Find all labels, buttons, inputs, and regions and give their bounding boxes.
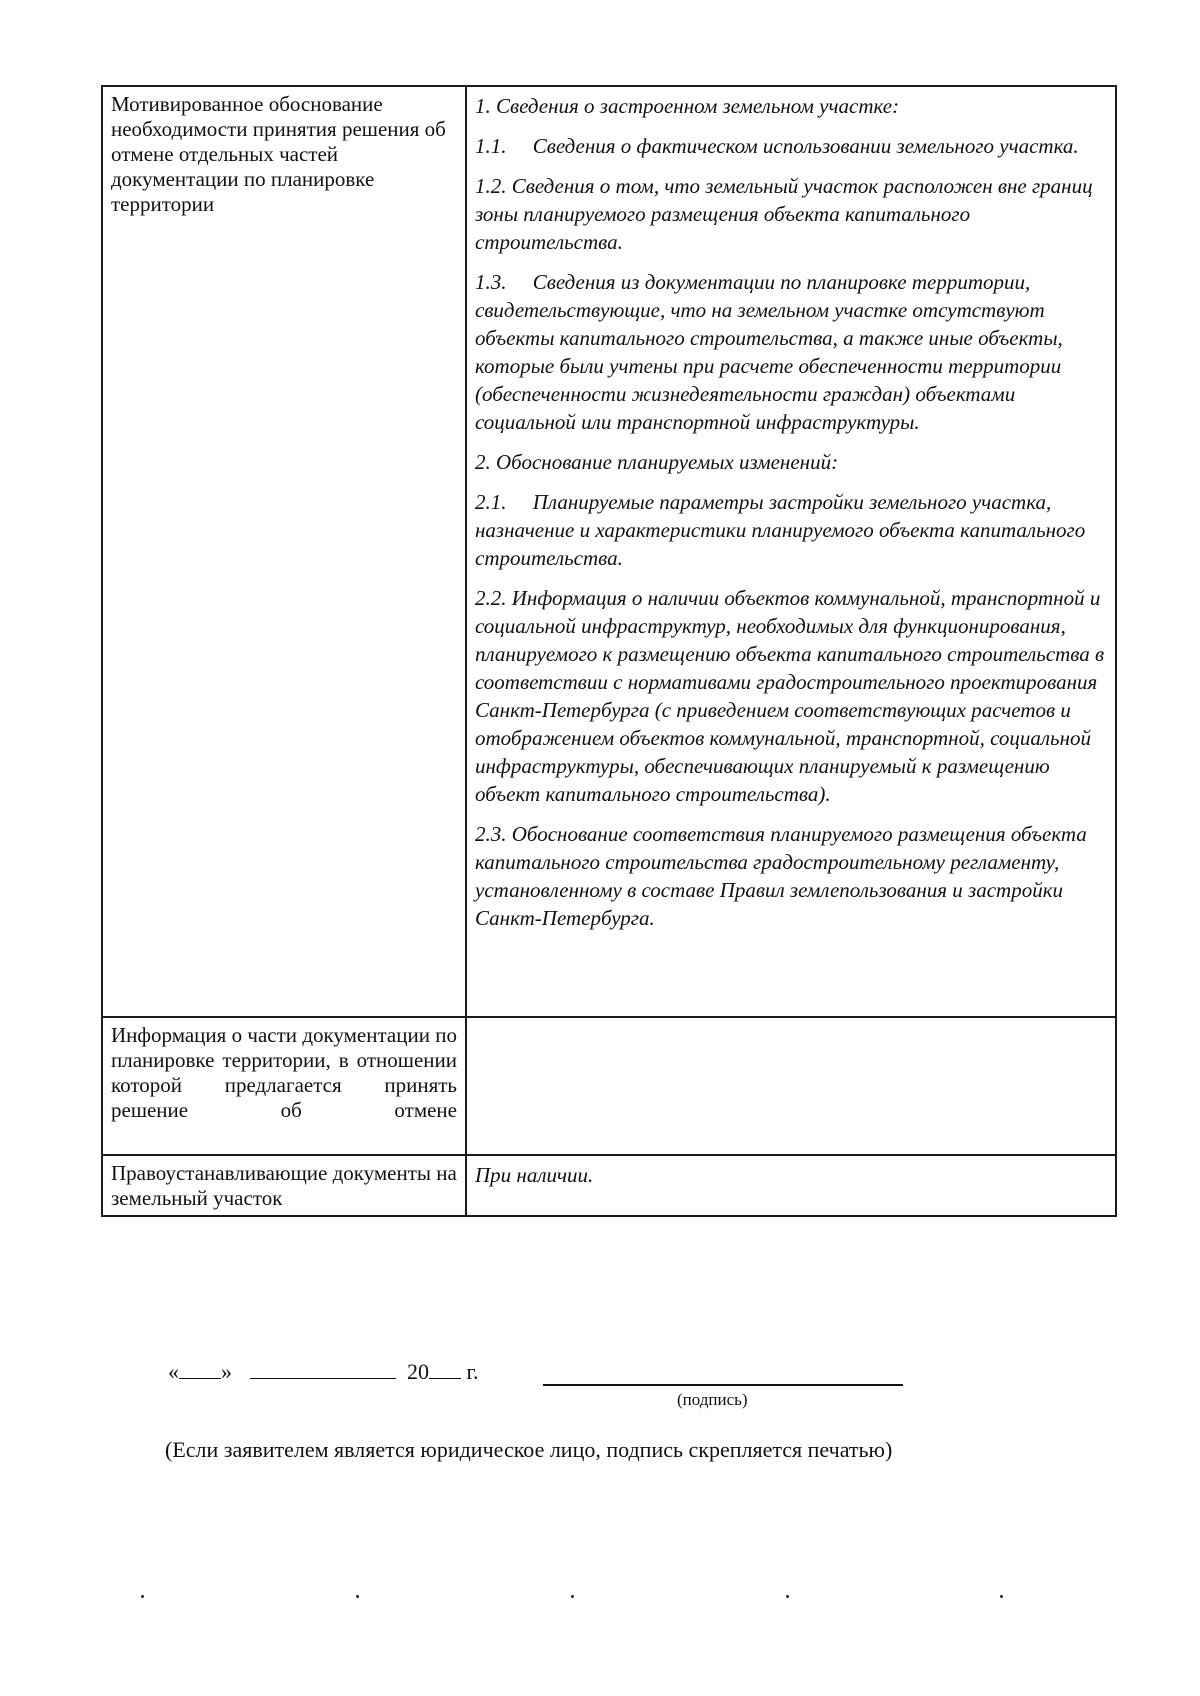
row-value-document-part bbox=[466, 1017, 1116, 1155]
year-blank bbox=[429, 1356, 461, 1379]
paragraph-2: 2. Обоснование планируемых изменений: bbox=[475, 450, 839, 474]
paragraph-1: 1. Сведения о застроенном земельном участке: bbox=[475, 94, 900, 118]
paragraph-2-2: 2.2. Информация о наличии объектов коммунальной, транспортной и социальной инфраструктур, необходимых для функционирования, планируемого к размещению объекта капитального строительства в соответствии с нормативами градостроительного проектирования Санкт-Петербурга (с приведением соответствующих расчетов и отображением объектов коммунальной, транспортной, социальной инфраструктуры, обеспечивающих планируемый к размещению объект капитального строительства). bbox=[475, 586, 1105, 806]
date-line bbox=[168, 1356, 479, 1385]
stamp-note: (Если заявителем является юридическое лицо, подпись скрепляется печатью) bbox=[165, 1437, 893, 1462]
month-blank bbox=[250, 1356, 396, 1379]
close-quote: » bbox=[221, 1359, 232, 1384]
row-value-title-documents: При наличии. bbox=[466, 1155, 1116, 1216]
table-row bbox=[102, 1017, 1116, 1155]
year-suffix: г. bbox=[466, 1359, 479, 1384]
signature-line bbox=[543, 1384, 903, 1386]
paragraph-1-1: 1.1. Сведения о фактическом использовании земельного участка. bbox=[475, 134, 1079, 158]
scan-dot bbox=[356, 1595, 359, 1598]
scan-dot bbox=[141, 1595, 144, 1598]
paragraph-2-1: 2.1. Планируемые параметры застройки земельного участка, назначение и характеристики планируемого объекта капитального строительства. bbox=[475, 490, 1091, 570]
row-label-title-documents: Правоустанавливающие документы на земельный участок bbox=[102, 1155, 466, 1216]
paragraph-1-3: 1.3. Сведения из документации по планировке территории, свидетельствующие, что на земельном участке отсутствуют объекты капитального строительства, а также иные объекты, которые были учтены при расчете обеспеченности территории (обеспеченности жизнедеятельности граждан) объектами социальной или транспортной инфраструктуры. bbox=[475, 270, 1069, 434]
scan-dot bbox=[571, 1595, 574, 1598]
paragraph-2-3: 2.3. Обоснование соответствия планируемого размещения объекта капитального строительства градостроительному регламенту, установленному в составе Правил землепользования и застройки Санкт-Петербурга. bbox=[475, 822, 1087, 930]
scan-dot bbox=[786, 1595, 789, 1598]
row-label-justification: Мотивированное обоснование необходимости принятия решения об отмене отдельных частей документации по планировке территории bbox=[102, 86, 466, 1017]
application-form-table bbox=[101, 85, 1117, 1217]
row-label-document-part: Информация о части документации по планировке территории, в отношении которой предлагается принять решение об отмене bbox=[102, 1017, 466, 1155]
table-row bbox=[102, 1155, 1116, 1216]
row-value-justification bbox=[466, 86, 1116, 1017]
year-prefix: 20 bbox=[407, 1359, 429, 1384]
scan-dot bbox=[1000, 1595, 1003, 1598]
signature-caption: (подпись) bbox=[677, 1390, 748, 1409]
paragraph-1-2: 1.2. Сведения о том, что земельный участок расположен вне границ зоны планируемого размещения объекта капитального строительства. bbox=[475, 174, 1093, 254]
day-blank bbox=[179, 1356, 221, 1379]
open-quote: « bbox=[168, 1359, 179, 1384]
table-row bbox=[102, 86, 1116, 1017]
